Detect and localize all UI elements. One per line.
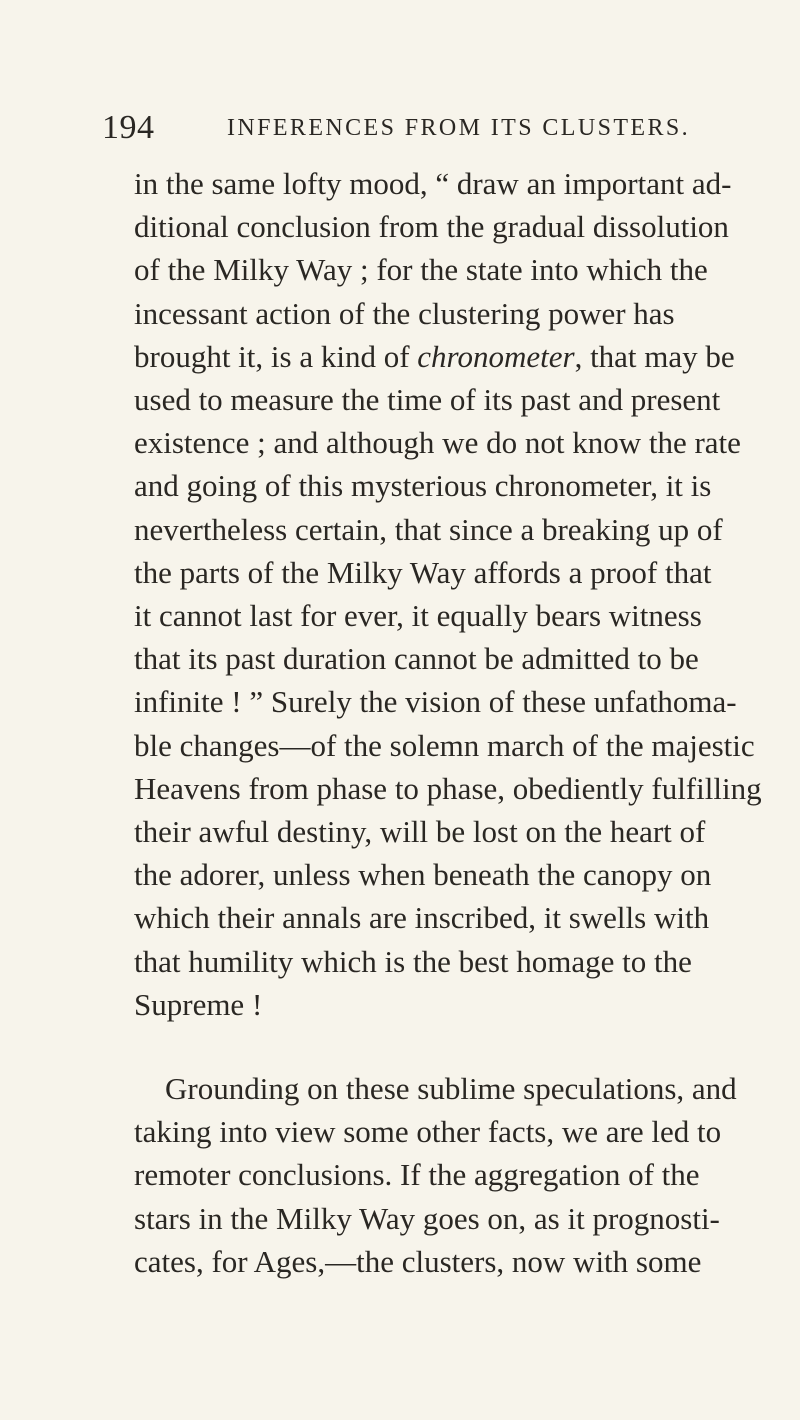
page-number: 194 — [102, 109, 155, 146]
paragraph-1 — [134, 162, 762, 1026]
text-line — [134, 1153, 700, 1196]
text-line — [134, 810, 706, 853]
text-segment: , that may be — [574, 338, 735, 374]
text-segment: which their annals are inscribed, it swells with — [134, 900, 710, 936]
text-line — [134, 940, 692, 983]
text-line — [134, 292, 675, 335]
text-segment: existence ; and although we do not know the rate — [134, 425, 741, 461]
text-line — [134, 335, 735, 378]
text-segment: that humility which is the best homage to the — [134, 943, 692, 979]
text-line — [134, 248, 708, 291]
text-line — [134, 162, 732, 205]
text-segment: used to measure the time of its past and present — [134, 382, 721, 418]
body-text — [134, 162, 762, 1283]
text-line — [134, 1240, 702, 1283]
text-line — [134, 724, 755, 767]
text-segment: stars in the Milky Way goes on, as it prognosti- — [134, 1200, 720, 1236]
text-segment: brought it, is a kind of — [134, 338, 418, 374]
text-line — [134, 896, 710, 939]
text-line — [134, 378, 721, 421]
text-line — [134, 1067, 737, 1110]
italic-term: chronometer — [417, 338, 575, 374]
text-line — [134, 1110, 722, 1153]
text-line — [134, 1197, 720, 1240]
text-line — [134, 508, 723, 551]
text-segment: ble changes—of the solemn march of the majestic — [134, 727, 755, 763]
text-segment: cates, for Ages,—the clusters, now with some — [134, 1243, 702, 1279]
text-segment: incessant action of the clustering power has — [134, 295, 675, 331]
paragraph-spacing — [134, 1026, 666, 1067]
text-line — [134, 551, 712, 594]
text-line — [134, 853, 712, 896]
text-segment: nevertheless certain, that since a breaking up of — [134, 511, 723, 547]
text-segment: their awful destiny, will be lost on the heart of — [134, 814, 706, 850]
text-segment: infinite ! ” Surely the vision of these unfathoma- — [134, 684, 737, 720]
text-segment: ditional conclusion from the gradual dissolution — [134, 209, 729, 245]
text-segment: Supreme ! — [134, 986, 263, 1022]
text-segment: Grounding on these sublime speculations, and — [165, 1071, 737, 1107]
text-segment: the adorer, unless when beneath the canopy on — [134, 857, 712, 893]
text-segment: it cannot last for ever, it equally bears witness — [134, 598, 702, 634]
text-segment: Heavens from phase to phase, obediently fulfilling — [134, 770, 762, 806]
text-segment: taking into view some other facts, we are led to — [134, 1114, 722, 1150]
text-segment: and going of this mysterious chronometer, it is — [134, 468, 712, 504]
text-segment: remoter conclusions. If the aggregation of the — [134, 1157, 700, 1193]
running-title: INFERENCES FROM ITS CLUSTERS. — [227, 115, 690, 141]
text-line — [134, 421, 741, 464]
text-line — [134, 637, 699, 680]
text-line — [134, 464, 712, 507]
text-line — [134, 983, 666, 1026]
text-segment: the parts of the Milky Way affords a proof that — [134, 554, 712, 590]
text-line — [134, 767, 762, 810]
text-segment: of the Milky Way ; for the state into which the — [134, 252, 708, 288]
text-segment: that its past duration cannot be admitted to be — [134, 641, 699, 677]
text-line — [134, 205, 729, 248]
text-line — [134, 680, 737, 723]
running-head — [100, 110, 700, 146]
text-line — [134, 594, 702, 637]
text-segment: in the same lofty mood, “ draw an important ad- — [134, 166, 732, 201]
paragraph-2 — [134, 1067, 737, 1283]
